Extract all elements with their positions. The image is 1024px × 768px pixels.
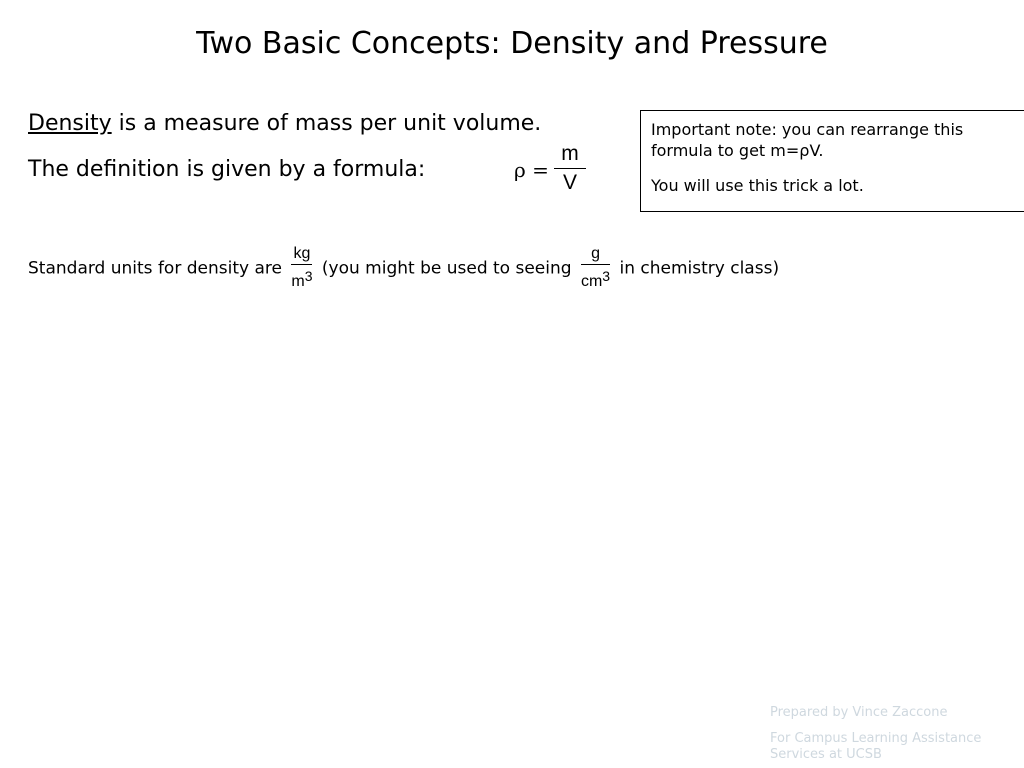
important-note-box xyxy=(640,110,1024,212)
formula-numerator: m xyxy=(561,142,579,165)
note-line-1: Important note: you can rearrange this formula to get m=ρV. xyxy=(651,120,964,160)
density-term: Density xyxy=(28,111,112,136)
kg-per-m3-fraction xyxy=(291,244,312,293)
unit2-denominator-base: cm xyxy=(580,273,603,290)
unit1-denominator-base: m xyxy=(291,273,305,290)
units-text-2: (you might be used to seeing xyxy=(321,258,572,279)
mass-over-volume-fraction xyxy=(552,142,588,195)
units-text-3: in chemistry class) xyxy=(619,258,780,279)
slide-title: Two Basic Concepts: Density and Pressure xyxy=(196,26,828,61)
formula-intro: The definition is given by a formula: xyxy=(28,157,426,182)
density-formula xyxy=(514,142,584,198)
rho-equals: ρ = xyxy=(514,158,549,182)
unit2-exponent: 3 xyxy=(602,268,611,284)
note-line-2: You will use this trick a lot. xyxy=(651,176,864,195)
g-per-cm3-fraction xyxy=(581,244,610,293)
fraction-bar xyxy=(554,168,586,169)
unit1-numerator: kg xyxy=(293,245,311,262)
unit2-denominator xyxy=(581,265,610,293)
density-definition xyxy=(28,110,541,138)
unit2-numerator: g xyxy=(591,245,600,262)
units-text-1: Standard units for density are xyxy=(28,258,282,279)
standard-units-line xyxy=(28,244,779,293)
formula-denominator: V xyxy=(562,171,577,194)
footer-organization: For Campus Learning Assistance Services at UCSB xyxy=(770,731,982,762)
unit1-denominator xyxy=(291,265,312,293)
footer-author: Prepared by Vince Zaccone xyxy=(770,705,948,720)
unit1-exponent: 3 xyxy=(304,268,313,284)
density-definition-text: is a measure of mass per unit volume. xyxy=(111,111,542,136)
